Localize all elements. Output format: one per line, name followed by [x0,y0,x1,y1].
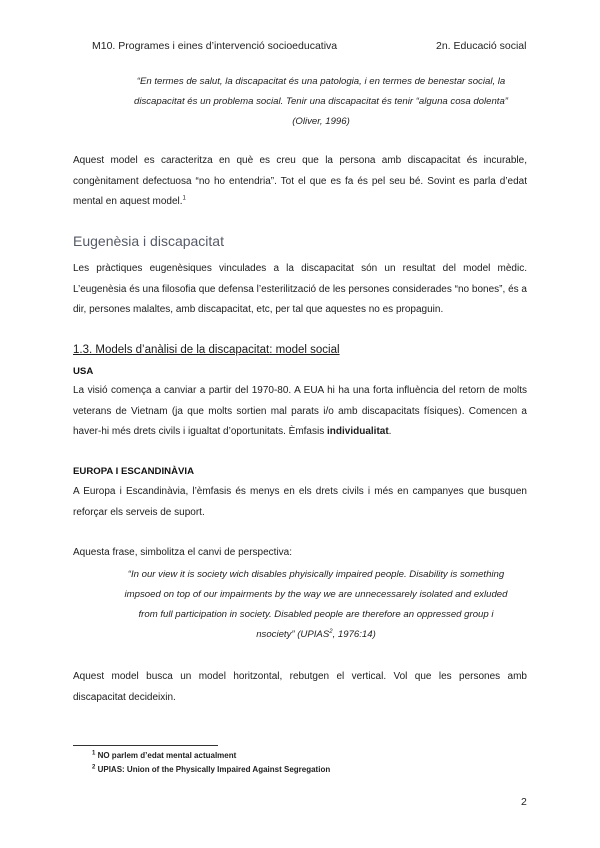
text-line: Aquest model es caracteritza en què es creu que la persona amb discapacitat és incurable, [73,155,527,166]
text-fragment: . [388,426,392,437]
quote-line: “En termes de salut, la discapacitat és una patologia, i en termes de benestar social, la [136,76,506,87]
text-line: Les pràctiques eugenèsiques vinculades a la discapacitat són un resultat del model mèdic. [73,263,527,274]
emphasis-individualitat: individualitat [327,426,389,437]
paragraph-usa [73,381,527,443]
footnote-text: NO parlem d’edat mental actualment [97,751,237,760]
footnote-number: 2 [92,764,96,771]
quote-citation: (Oliver, 1996) [292,116,350,127]
quote-line: “In our view it is society wich disables phyisically impaired people. Disability is something [127,569,505,580]
paragraph-medical-model [73,151,527,213]
text-line: congènitament defectuosa “no ho entendria”. Tot el que es fa és pel seu bé. Sovint es parla d’edat [73,175,527,187]
footnote-number: 1 [92,750,96,757]
text-fragment: haver-hi més drets civils i igualtat d’oportunitats. Èmfasis [73,426,327,437]
page-number: 2 [521,796,527,808]
section-heading-eugenics: Eugenèsia i discapacitat [73,233,224,249]
header-course-title: M10. Programes i eines d’intervenció socioeducativa [92,40,338,52]
text-fragment: mental en aquest model. [73,196,183,207]
text-line: veterans de Vietnam (ja que molts sortien mal parats i/o amb discapacitats físiques). Comencen a [73,405,527,417]
quote-upias [96,565,536,645]
footnote-ref: 2 [329,628,333,635]
text-line: L’eugenèsia és una filosofia que defensa l’esterilització de les persones considerades “no bones”, és a [73,283,527,295]
text-line: dir, persones malaltes, amb discapacitat, etc, per tal que aquestes no es propaguin. [73,304,444,315]
text-line: discapacitat decideixin. [73,691,176,703]
header-degree: 2n. Educació social [436,40,527,52]
paragraph-intro-quote [73,543,527,564]
paragraph-eugenics [73,259,527,321]
text-line: Aquesta frase, simbolitza el canvi de perspectiva: [73,547,292,558]
quote-line [96,625,536,645]
text-line: reforçar els serveis de suport. [73,506,205,518]
quote-line: discapacitat és un problema social. Tenir una discapacitat és tenir “alguna cosa dolenta” [133,96,509,107]
text-line: La visió comença a canviar a partir del 1970-80. A EUA hi ha una forta influència del retorn de molts [73,385,527,396]
paragraph-europa [73,482,527,523]
text-line [73,422,527,443]
label-usa: USA [73,366,94,377]
quote-line: impsoed on top of our impairments by the way we are unnecessarely isolated and exluded [124,589,508,600]
paragraph-horizontal-model [73,667,527,708]
subsection-heading-social-model: 1.3. Models d’anàlisi de la discapacitat: model social [73,344,340,356]
label-europa: EUROPA I ESCANDINÀVIA [73,466,194,477]
footnote-ref: 1 [182,195,186,202]
footnote-2 [92,765,330,774]
quote-oliver [96,72,546,132]
text-line: Aquest model busca un model horitzontal, rebutgen el vertical. Vol que les persones amb [73,671,527,682]
text-line [73,192,527,213]
quote-line: from full participation in society. Disabled people are therefore an oppressed group i [138,609,494,620]
text-line: A Europa i Escandinàvia, l’èmfasis és menys en els drets civils i més en campanyes que busquen [73,486,527,497]
footnote-1 [92,751,236,760]
footnote-text: UPIAS: Union of the Physically Impaired Against Segregation [97,765,331,774]
footnote-divider [73,745,218,746]
text-fragment: nsociety” (UPIAS [256,629,330,640]
text-fragment: , 1976:14) [332,629,376,640]
